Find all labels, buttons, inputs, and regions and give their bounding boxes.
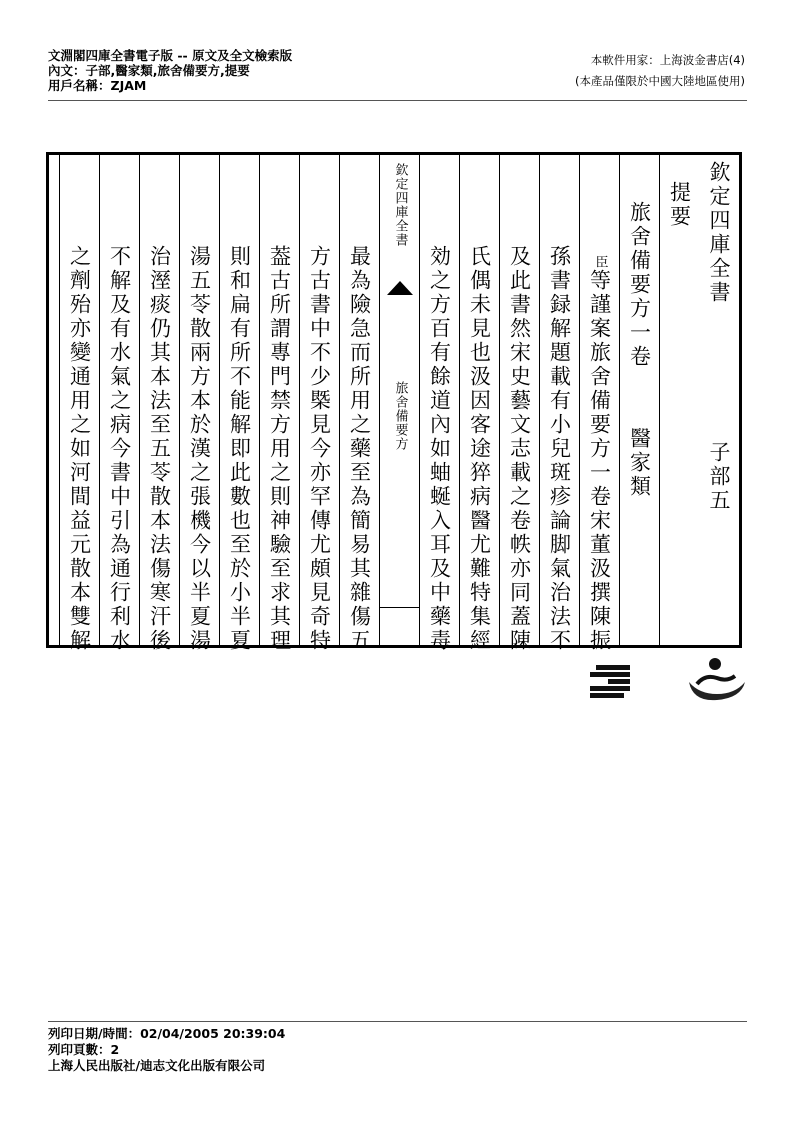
text-line: 不解及有水氣之病今書中引為通行利水 bbox=[107, 245, 132, 653]
text-line: 及此書然宋史藝文志載之卷帙亦同蓋陳 bbox=[507, 245, 532, 653]
text-line: 則和扁有所不能解即此數也至於小半夏 bbox=[227, 245, 252, 653]
column-text-k bbox=[139, 155, 179, 653]
column-text-i bbox=[219, 155, 259, 653]
center-fold-column bbox=[379, 155, 419, 645]
column-text-m bbox=[59, 155, 99, 653]
header-right bbox=[575, 50, 745, 92]
fold-series-title: 欽定四庫全書 bbox=[392, 163, 408, 247]
fold-fishtail-mark bbox=[387, 281, 413, 295]
text-line: 湯五苓散兩方本於漢之張機今以半夏湯 bbox=[187, 245, 212, 653]
footer bbox=[48, 1026, 285, 1074]
text-line: 効之方百有餘道內如蚰蜒入耳及中藥毒 bbox=[427, 245, 452, 653]
text-line: 葢古所謂專門禁方用之則神驗至求其理 bbox=[267, 245, 292, 653]
header-licensee: 本軟件用家：上海波金書店(4) bbox=[590, 53, 745, 67]
column-text-e bbox=[419, 155, 459, 653]
header-content-path: 內文：子部,醫家類,旅舍備要方,提要 bbox=[48, 63, 250, 78]
header-region-note: (本產品僅限於中國大陸地區使用) bbox=[575, 74, 745, 88]
footer-divider bbox=[48, 1021, 747, 1022]
minister-mark: 臣 bbox=[592, 255, 608, 269]
round-seal-icon bbox=[683, 654, 747, 704]
book-category: 子部五 bbox=[707, 441, 731, 513]
column-text-b bbox=[539, 155, 579, 653]
column-text-d bbox=[459, 155, 499, 653]
column-text-a bbox=[579, 155, 619, 653]
print-page-count: 列印頁數：2 bbox=[48, 1042, 120, 1057]
column-text-l bbox=[99, 155, 139, 653]
header-title: 文淵閣四庫全書電子版 -- 原文及全文檢索版 bbox=[48, 48, 293, 63]
fold-divider bbox=[380, 607, 419, 608]
text-line: 治溼痰仍其本法至五苓散本法傷寒汗後 bbox=[147, 245, 172, 653]
header-divider bbox=[48, 100, 747, 101]
publisher: 上海人民出版社/迪志文化出版有限公司 bbox=[48, 1058, 266, 1073]
column-tiyao bbox=[659, 155, 699, 645]
tiyao-label: 提要 bbox=[667, 181, 692, 229]
column-text-c bbox=[499, 155, 539, 653]
text-line: 方古書中不少槩見今亦罕傳尤頗見奇特 bbox=[307, 245, 332, 653]
column-text-f bbox=[339, 155, 379, 653]
square-seal-icon bbox=[590, 665, 630, 699]
book-name: 旅舍備要方一卷 bbox=[627, 201, 652, 369]
column-title bbox=[699, 155, 739, 645]
header-username: 用戶名稱：ZJAM bbox=[48, 78, 147, 93]
header-left bbox=[48, 48, 292, 93]
text-line: 之劑殆亦變通用之如河間益元散本雙解 bbox=[67, 245, 92, 653]
column-text-h bbox=[259, 155, 299, 653]
column-text-g bbox=[299, 155, 339, 653]
column-text-j bbox=[179, 155, 219, 653]
book-page-frame bbox=[46, 152, 742, 653]
column-book-name bbox=[619, 155, 659, 645]
book-class: 醫家類 bbox=[627, 427, 652, 499]
print-datetime: 列印日期/時間：02/04/2005 20:39:04 bbox=[48, 1026, 286, 1041]
fold-book-title: 旅舍備要方 bbox=[392, 381, 408, 451]
book-series-title: 欽定四庫全書 bbox=[707, 161, 731, 305]
text-line: 等謹案旅舍備要方一卷宋董汲撰陳振 bbox=[587, 269, 612, 653]
text-line: 最為險急而所用之藥至為簡易其雜傷五 bbox=[347, 245, 372, 653]
text-line: 氏偶未見也汲因客途猝病醫尤難特集經 bbox=[467, 245, 492, 653]
text-line: 孫書録解題載有小兒斑疹論脚氣治法不 bbox=[547, 245, 572, 653]
